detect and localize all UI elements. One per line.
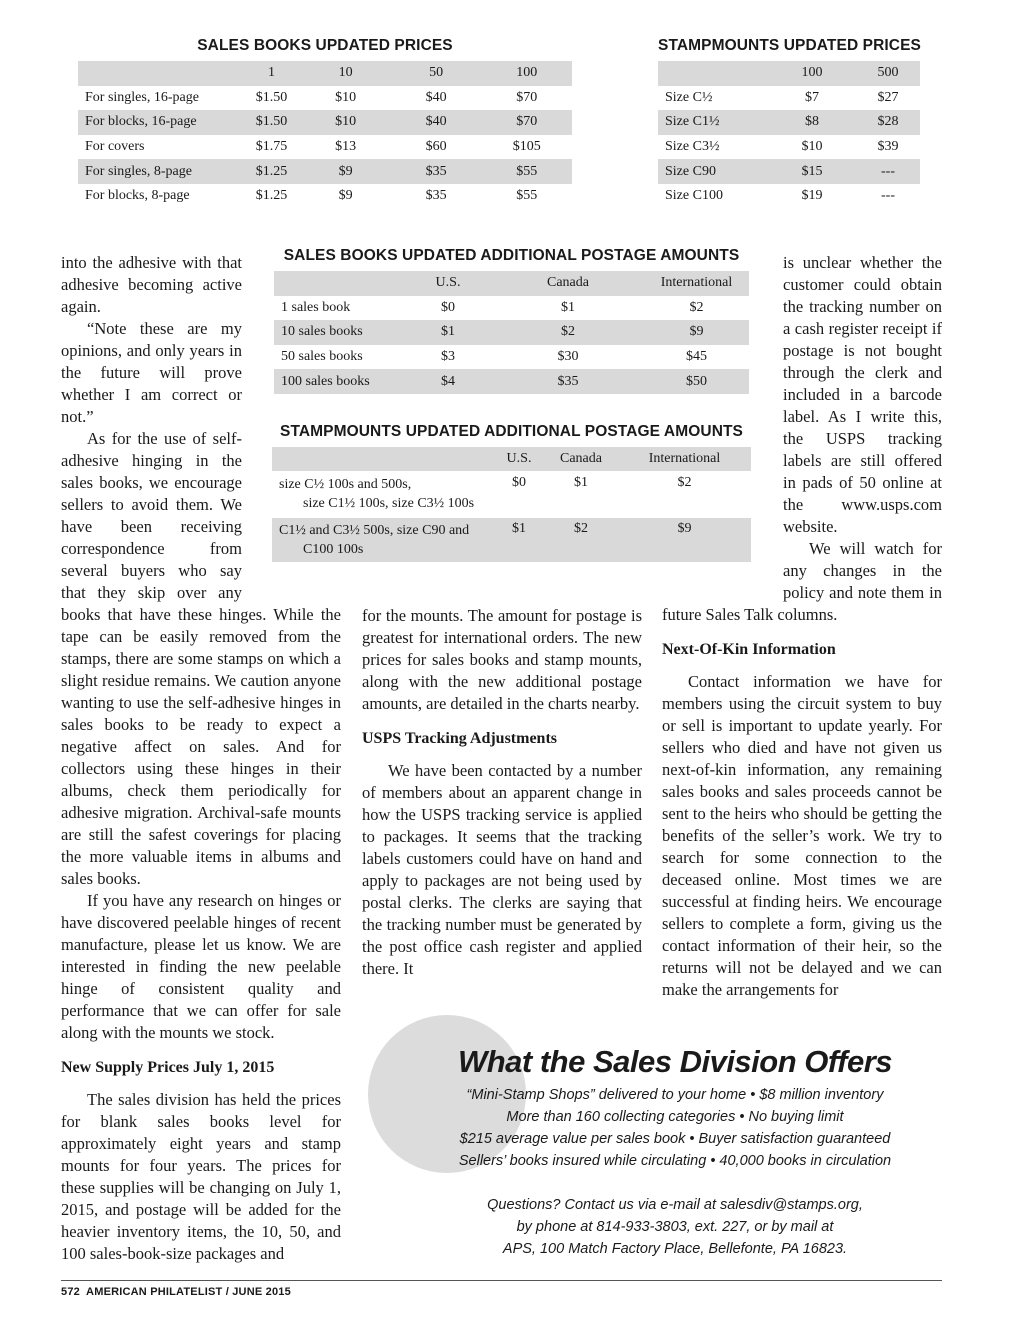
- price-cell: $1.50: [243, 110, 301, 135]
- amount-cell: $1: [561, 299, 575, 315]
- table-row: [658, 159, 920, 184]
- offers-title: What the Sales Division Offers: [457, 1044, 893, 1079]
- amount-cell: $45: [686, 349, 707, 365]
- offer-line: Sellers’ books insured while circulating • 40,000 books in circulation: [458, 1153, 892, 1169]
- paragraph: The sales division has held the prices for blank sales books level for approximately eight years and stamp mounts for four years. The prices for these supplies will be changing on July 1, 2015, and postage will be added for the heavier inventory items, the 10, 50, and 100 sales-book-size packages and: [61, 1090, 341, 1263]
- amount-cell: $1: [404, 320, 492, 345]
- paragraph: Contact information we have for members using the circuit system to buy or sell is important to update yearly. For sellers who died and have not given us next-of-kin information, any remaining sales books and sales proceeds cannot be sent to the heirs who should be getting the benefits of the seller’s work. We try to search for some connection to the deceased online. Most times we are successful at finding heirs. We encourage sellers to complete a form, giving us the contact information of their heir, so the returns will not be delayed and we can make the arrangements for: [662, 672, 942, 999]
- row-label: Size C3½: [665, 139, 720, 155]
- amount-cell: $9: [618, 518, 751, 562]
- header-cell: U.S.: [404, 271, 492, 296]
- stampmounts-prices-table: [658, 61, 920, 209]
- table-row: [78, 86, 572, 111]
- paragraph: As for the use of self-adhesive hinging in the sales books, we encourage sellers to avoid them. We have been receiving correspondence from several buyers who say that they skip over any books that have these hinges. While the tape can be easily removed from the stamps, there are some stamps on which a slight residue remains. We caution anyone wanting to use the self-adhesive hinges in sales books to be ready to expect a negative affect on sales. And for collectors using these hinges in their albums, check them periodically for adhesive migration. Archival-safe mounts are still the safest coverings for placing the more valuable items in albums and sales books.: [61, 429, 341, 888]
- row-label: For singles, 16-page: [85, 89, 199, 105]
- stampmounts-prices-title: STAMPMOUNTS UPDATED PRICES: [658, 37, 921, 54]
- section-heading: Next-Of-Kin Information: [662, 641, 836, 658]
- price-cell: $15: [768, 159, 856, 184]
- amount-cell: $1: [574, 475, 588, 490]
- text-wrap-spacer: [662, 252, 783, 604]
- sales-books-prices-title: SALES BOOKS UPDATED PRICES: [197, 37, 453, 54]
- footer-rule: [61, 1280, 942, 1281]
- stampmounts-postage-title: STAMPMOUNTS UPDATED ADDITIONAL POSTAGE AMOUNTS: [280, 423, 743, 440]
- row-label-line: size C1½ 100s, size C3½ 100s: [303, 496, 475, 511]
- header-cell: 100: [768, 61, 856, 86]
- row-label: For blocks, 8-page: [85, 188, 190, 204]
- price-cell: ---: [881, 188, 895, 204]
- header-cell: Canada: [544, 447, 618, 471]
- price-cell: $60: [425, 139, 447, 155]
- header-cell: 1: [243, 61, 301, 86]
- paragraph: We will watch for any changes in the policy and note them in future Sales Talk columns.: [662, 539, 942, 624]
- contact-line: by phone at 814-933-3803, ext. 227, or by mail at: [516, 1219, 834, 1235]
- header-cell: 500: [856, 61, 920, 86]
- price-cell: $1.25: [243, 159, 301, 184]
- row-label: Size C½: [665, 89, 713, 105]
- sales-books-postage-title: SALES BOOKS UPDATED ADDITIONAL POSTAGE AMOUNTS: [283, 247, 740, 264]
- table-row: [658, 86, 920, 111]
- amount-cell: $0: [441, 299, 455, 315]
- table-row: [78, 184, 572, 209]
- header-cell: 50: [391, 61, 482, 86]
- price-cell: $9: [300, 159, 391, 184]
- row-label: Size C1½: [658, 110, 768, 135]
- middle-column: [362, 605, 642, 980]
- amount-cell: $2: [677, 475, 692, 490]
- contact-info: [420, 1194, 930, 1260]
- row-label: Size C90: [658, 159, 768, 184]
- amount-cell: $30: [557, 349, 579, 365]
- amount-cell: $0: [512, 475, 526, 490]
- price-cell: $70: [516, 89, 538, 105]
- table-row: [658, 110, 920, 135]
- price-cell: $70: [481, 110, 572, 135]
- amount-cell: $35: [492, 369, 644, 394]
- price-cell: $8: [768, 110, 856, 135]
- price-cell: $27: [877, 89, 899, 105]
- text-wrap-spacer: [242, 428, 341, 604]
- row-label: For singles, 8-page: [78, 159, 243, 184]
- row-label: 1 sales book: [281, 299, 351, 315]
- price-cell: $105: [512, 139, 541, 155]
- amount-cell: $9: [644, 320, 749, 345]
- price-cell: $10: [801, 139, 823, 155]
- price-cell: $1.75: [255, 139, 288, 155]
- paragraph: for the mounts. The amount for postage is greatest for international orders. The new prices for sales books and stamp mounts, along with the new additional postage amounts, are detailed in the charts nearby.: [362, 606, 642, 713]
- header-cell: [274, 271, 404, 296]
- contact-line: APS, 100 Match Factory Place, Bellefonte, PA 16823.: [502, 1241, 848, 1257]
- price-cell: $7: [805, 89, 819, 105]
- header-cell: 100: [481, 61, 572, 86]
- price-cell: $1.25: [255, 188, 288, 204]
- header-cell: International: [644, 271, 749, 296]
- table-row: [78, 110, 572, 135]
- price-cell: $28: [856, 110, 920, 135]
- price-cell: $9: [338, 188, 353, 204]
- header-cell: [78, 61, 243, 86]
- price-cell: $39: [877, 139, 899, 155]
- row-label: 50 sales books: [281, 349, 363, 365]
- price-cell: $10: [335, 89, 357, 105]
- header-cell: U.S.: [494, 447, 544, 471]
- header-cell: International: [618, 447, 751, 471]
- section-heading: New Supply Prices July 1, 2015: [61, 1059, 275, 1076]
- row-label: For blocks, 16-page: [78, 110, 243, 135]
- offer-line: More than 160 collecting categories • No buying limit: [506, 1109, 844, 1125]
- table-row: [658, 184, 920, 209]
- price-cell: $13: [335, 139, 357, 155]
- left-column-top: [61, 252, 242, 428]
- amount-cell: $50: [644, 369, 749, 394]
- paragraph: “Note these are my opinions, and only years in the future will prove whether I am correct or not.”: [61, 319, 242, 426]
- left-column-body: [61, 428, 341, 1265]
- amount-cell: $2: [544, 518, 618, 562]
- table-header-row: [78, 61, 572, 86]
- row-label: 10 sales books: [274, 320, 404, 345]
- price-cell: $40: [425, 89, 447, 105]
- table-header-row: [658, 61, 920, 86]
- price-cell: $55: [516, 188, 538, 204]
- paragraph: We have been contacted by a number of members about an apparent change in how the USPS tracking service is applied to packages. It seems that the tracking labels customers could have on hand and apply to packages are not being used by postal clerks. The clerks are saying that the tracking number must be generated by the post office cash register and applied there. It: [362, 761, 642, 978]
- header-cell: Canada: [492, 271, 644, 296]
- row-label: Size C100: [665, 188, 723, 204]
- row-label-line: size C½ 100s and 500s,: [279, 477, 412, 492]
- section-heading: USPS Tracking Adjustments: [362, 730, 557, 747]
- offer-line: $215 average value per sales book • Buyer satisfaction guaranteed: [459, 1131, 891, 1147]
- header-cell: [658, 61, 768, 86]
- amount-cell: $4: [404, 369, 492, 394]
- price-cell: ---: [856, 159, 920, 184]
- table-row: [78, 159, 572, 184]
- price-cell: $35: [425, 188, 447, 204]
- row-label: For covers: [85, 139, 145, 155]
- amount-cell: $2: [492, 320, 644, 345]
- price-cell: $40: [391, 110, 482, 135]
- amount-cell: $1: [494, 518, 544, 562]
- price-cell: $55: [481, 159, 572, 184]
- table-row: [658, 135, 920, 160]
- offers-list: [420, 1084, 930, 1172]
- paragraph: is unclear whether the customer could obtain the tracking number on a cash register receipt if postage is not bought through the clerk and included in a barcode label. As I write this, the USPS tracking labels are still offered in pads of 50 online at the www.usps.com website.: [783, 253, 942, 536]
- right-column: [662, 252, 942, 1001]
- amount-cell: $3: [441, 349, 455, 365]
- header-cell: 10: [300, 61, 391, 86]
- price-cell: $1.50: [255, 89, 288, 105]
- amount-cell: $2: [689, 299, 704, 315]
- paragraph: into the adhesive with that adhesive becoming active again.: [61, 253, 242, 316]
- row-label: 100 sales books: [274, 369, 404, 394]
- paragraph: If you have any research on hinges or have discovered peelable hinges of recent manufacture, please let us know. We are interested in finding the new peelable hinge of consistent quality and performance that we can offer for sale along with the mounts we stock.: [61, 891, 341, 1042]
- price-cell: $10: [300, 110, 391, 135]
- footer-text: 572 AMERICAN PHILATELIST / JUNE 2015: [61, 1286, 291, 1298]
- sales-books-prices-table: [78, 61, 572, 209]
- row-label-line: C1½ and C3½ 500s, size C90 and: [279, 523, 470, 538]
- table-row: [78, 135, 572, 160]
- price-cell: $19: [801, 188, 823, 204]
- price-cell: $35: [391, 159, 482, 184]
- contact-line: Questions? Contact us via e-mail at salesdiv@stamps.org,: [487, 1197, 863, 1213]
- row-label-line: C100 100s: [303, 542, 364, 557]
- offer-line: “Mini-Stamp Shops” delivered to your home • $8 million inventory: [466, 1087, 884, 1103]
